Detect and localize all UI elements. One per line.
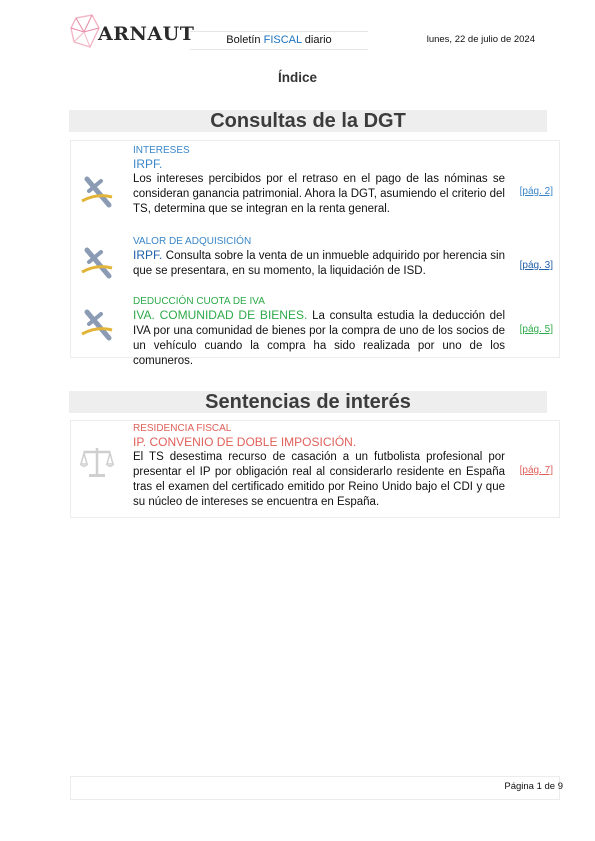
entry-category: INTERESES [133, 145, 190, 156]
bulletin-date: lunes, 22 de julio de 2024 [426, 34, 535, 45]
entry-subtitle: IVA. COMUNIDAD DE BIENES. [133, 308, 313, 322]
entry-category: RESIDENCIA FISCAL [133, 423, 232, 434]
arnaut-logo [70, 14, 195, 50]
page-number: Página 1 de 9 [504, 781, 563, 792]
aeat-logo-icon [79, 175, 115, 209]
entry-text [133, 145, 505, 217]
logo-text: ARNAUT [98, 23, 195, 45]
entry-subtitle: IRPF. [133, 157, 163, 171]
aeat-logo-icon [79, 308, 115, 342]
page-link[interactable]: [pág. 5] [519, 324, 553, 335]
section-title-consultas: Consultas de la DGT [69, 110, 547, 132]
list-item [71, 296, 559, 367]
entry-text [133, 236, 505, 279]
entry-category: VALOR DE ADQUISICIÓN [133, 236, 252, 247]
footer [70, 776, 563, 800]
entry-body: Los intereses percibidos por el retraso en el pago de las nóminas se consideran ganancia patrimonial. Ahora la DGT, asumiendo el criterio del TS, determina que se integran en la renta general. [133, 173, 505, 215]
entry-body: Consulta sobre la venta de un inmueble adquirido por herencia sin que se presentara, en su momento, la liquidación de ISD. [133, 250, 505, 277]
entry-subtitle: IRPF. [133, 248, 166, 262]
sentencias-box [70, 420, 560, 518]
bulletin-title: Boletín FISCAL diario [190, 31, 368, 50]
entry-body: La consulta estudia la deducción del IVA por una comunidad de bienes por la compra de uno de los socios de un vehículo cuando la compra ha sido realizada por uno de los comuneros. [133, 310, 505, 367]
page-link[interactable]: [pág. 3] [519, 260, 553, 271]
entry-subtitle: IP. CONVENIO DE DOBLE IMPOSICIÓN. [133, 435, 357, 449]
list-item [71, 143, 559, 231]
gem-logo-icon [70, 14, 100, 50]
scales-icon [79, 445, 115, 479]
consultas-box [70, 140, 560, 367]
page-link[interactable]: [pág. 7] [519, 465, 553, 476]
entry-body: El TS desestima recurso de casación a un futbolista profesional por presentar el IP por obligación real al considerarlo residente en España tras el examen del certificado emitido por Reino Unido bajo el CDI y que su núcleo de intereses se encuentra en España. [133, 451, 505, 508]
entry-text [133, 423, 505, 510]
aeat-logo-icon [79, 246, 115, 280]
section-title-sentencias: Sentencias de interés [69, 391, 547, 413]
entry-text [133, 296, 505, 369]
list-item [71, 423, 559, 515]
list-item [71, 236, 559, 288]
index-title: Índice [277, 70, 317, 85]
page-link[interactable]: [pág. 2] [519, 186, 553, 197]
entry-category: DEDUCCIÓN CUOTA DE IVA [133, 296, 265, 307]
